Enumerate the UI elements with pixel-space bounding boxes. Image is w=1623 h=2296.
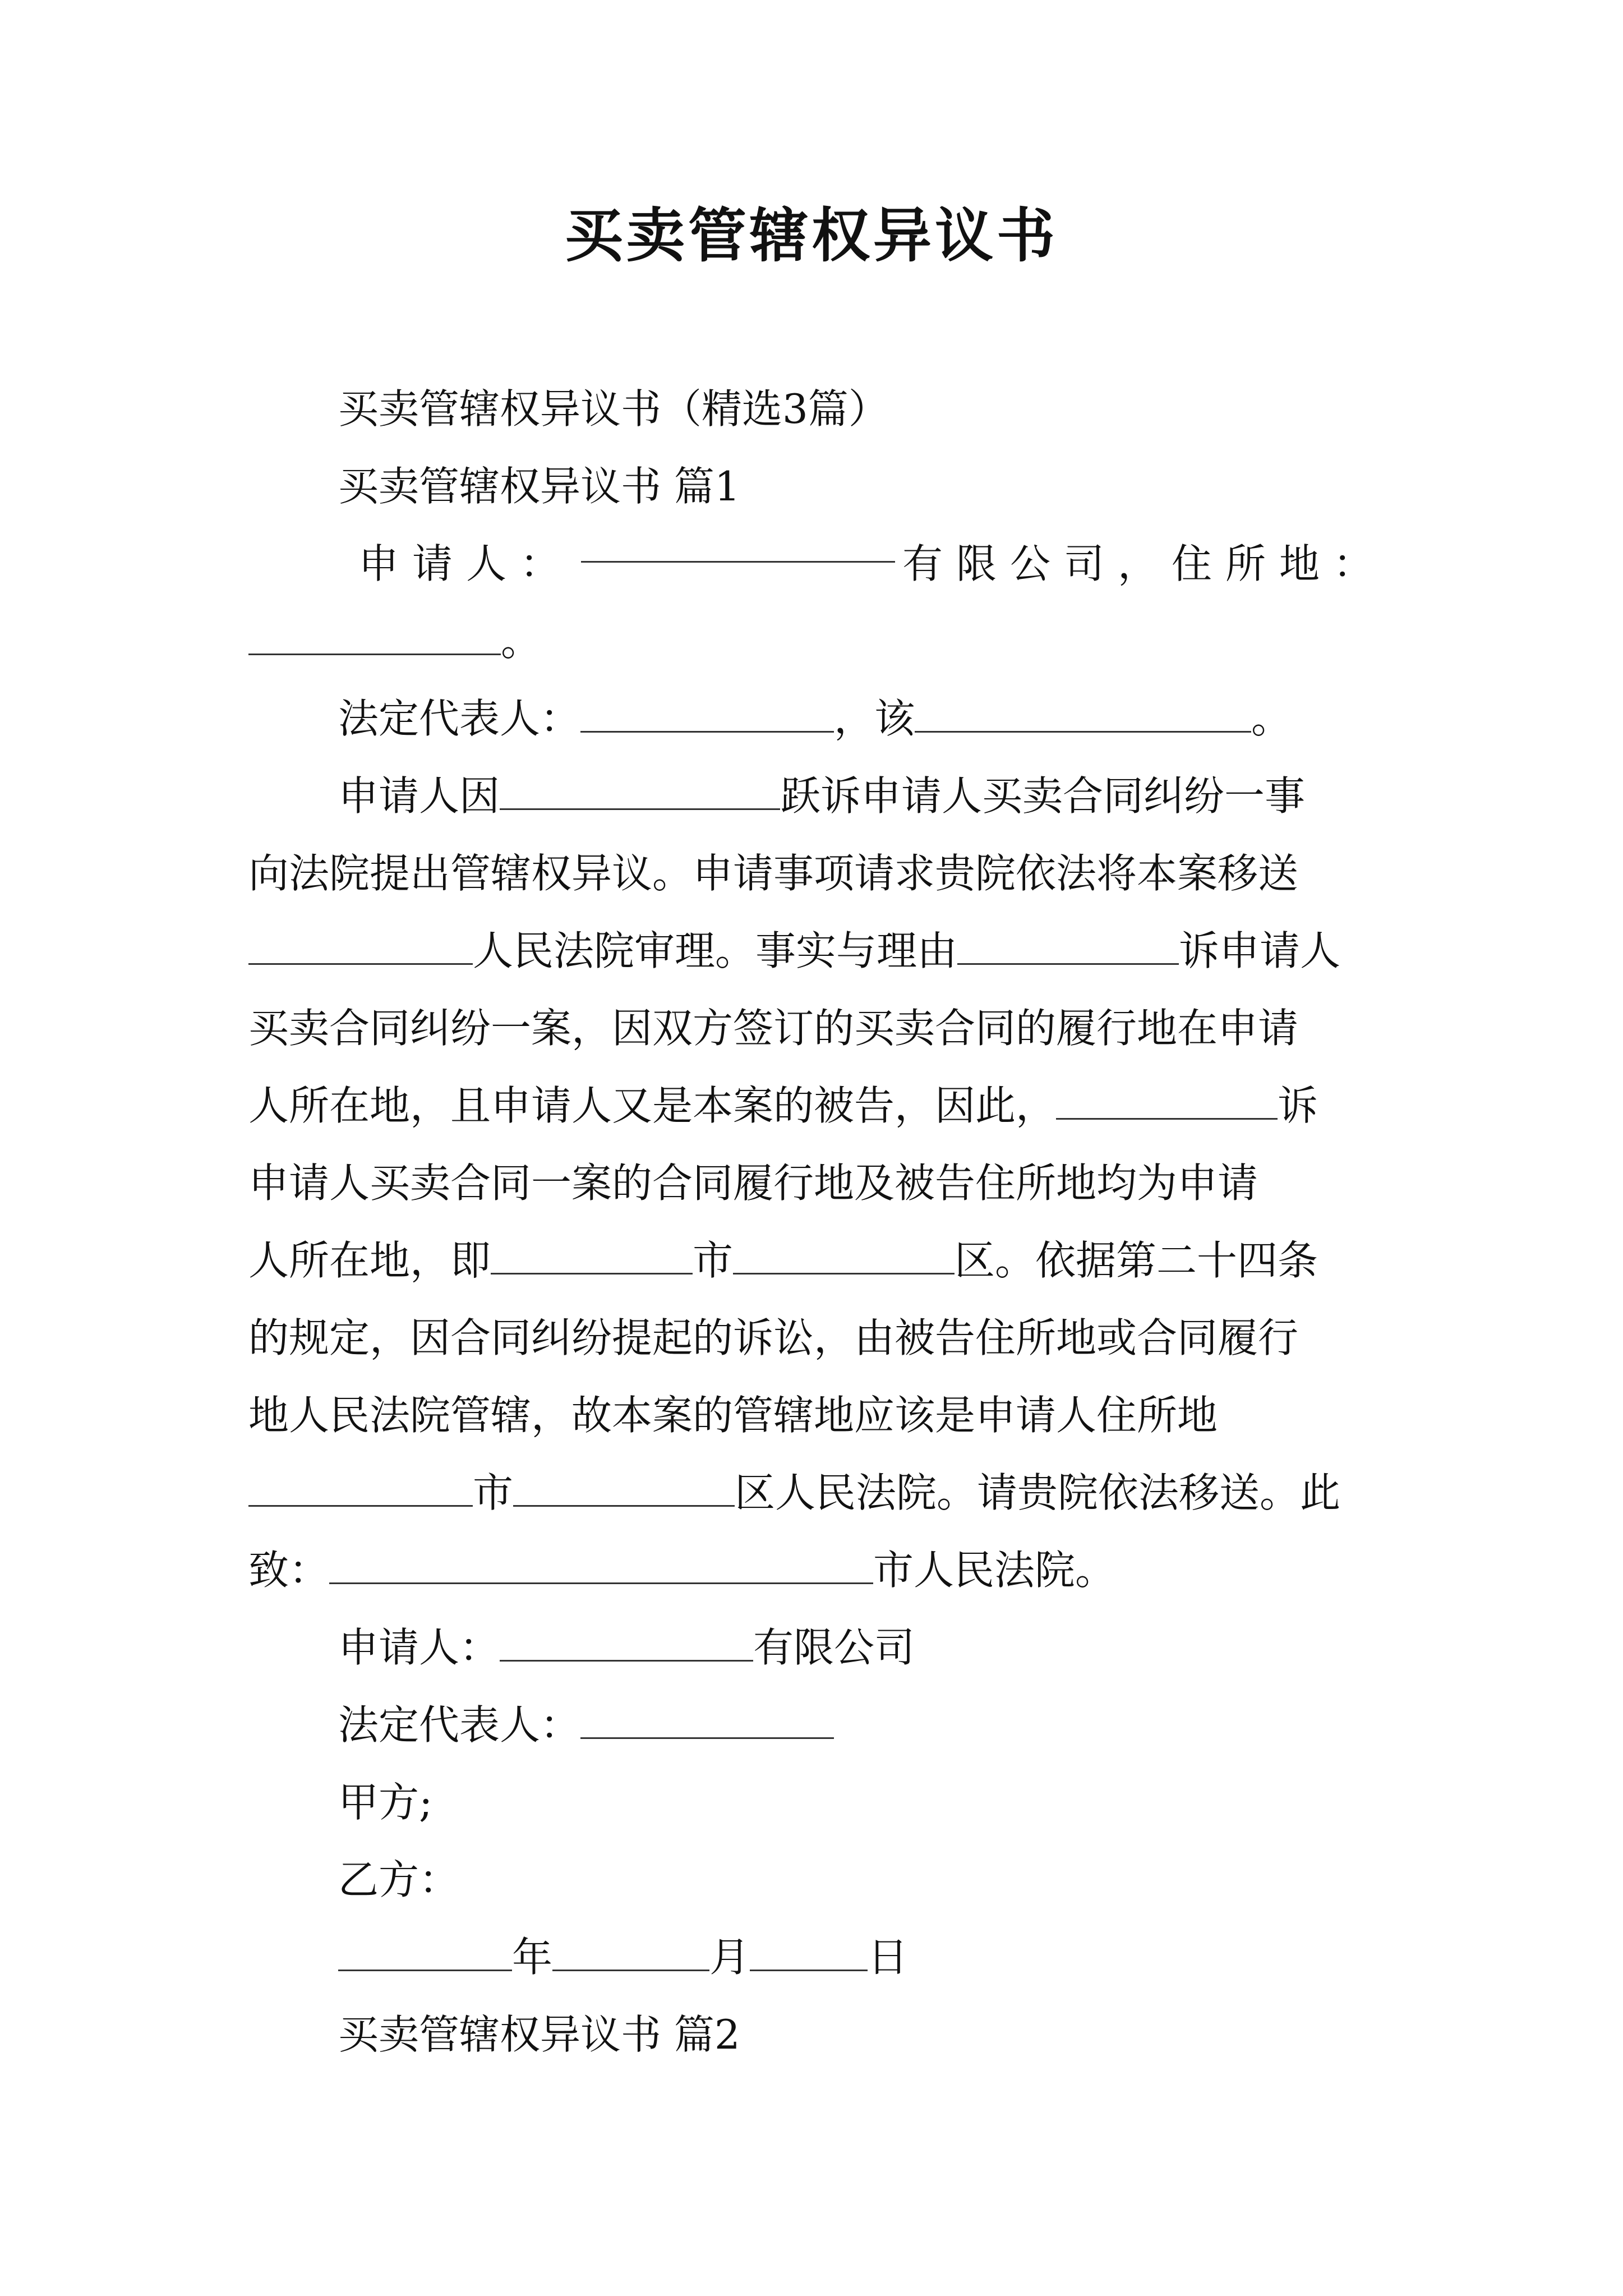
address-line — [248, 602, 1387, 680]
paragraph-line — [248, 1067, 1387, 1144]
signature-applicant-line — [248, 1609, 1387, 1686]
text-run: 。 — [501, 618, 542, 665]
text-run: 市人民法院。 — [873, 1547, 1116, 1594]
fill-blank — [248, 618, 501, 655]
text-run: 跃诉申请人买卖合同纠纷一事 — [780, 772, 1306, 820]
paragraph-line — [248, 990, 1387, 1067]
text-run: 区。依据第二十四条 — [955, 1237, 1318, 1284]
text-run: 月 — [709, 1934, 750, 1981]
legal-representative-line — [248, 680, 1387, 757]
text-run: 人民法院审理。事实与理由 — [473, 927, 958, 974]
text-run: 的规定，因合同纠纷提起的诉讼，由被告住所地或合同履行 — [248, 1314, 1299, 1361]
text-run: 申请人因 — [338, 772, 500, 820]
fill-blank — [580, 1701, 834, 1739]
fill-blank — [491, 1237, 693, 1274]
section-heading-1 — [248, 448, 1387, 525]
text-run: 人所在地，即 — [248, 1237, 491, 1284]
fill-blank — [513, 1469, 735, 1507]
text-run: 向法院提出管辖权异议。申请事项请求贵院依法将本案移送 — [248, 850, 1299, 897]
party-b-line — [248, 1841, 1387, 1918]
text-run: 诉 — [1278, 1082, 1318, 1129]
signature-representative-line — [248, 1686, 1387, 1764]
paragraph-line — [248, 835, 1387, 912]
paragraph-line — [248, 1531, 1387, 1609]
section-heading-2 — [248, 1996, 1387, 2073]
fill-blank — [750, 1934, 868, 1971]
text-run: 有限公司，住所地： — [902, 540, 1387, 587]
text-run: 市 — [693, 1237, 734, 1284]
text-run: 致： — [248, 1547, 330, 1594]
text-run: 。 — [1251, 695, 1292, 742]
applicant-line — [248, 525, 1387, 602]
fill-blank — [552, 1934, 709, 1971]
fill-blank — [500, 1624, 753, 1662]
text-run: 日 — [868, 1934, 909, 1981]
fill-blank — [329, 1547, 873, 1584]
text-run: ，该 — [834, 695, 915, 742]
fill-blank — [1056, 1082, 1278, 1120]
text-run: 买卖管辖权异议书 篇1 — [338, 463, 740, 510]
fill-blank — [957, 927, 1179, 965]
paragraph-line — [248, 1377, 1387, 1454]
paragraph-line — [248, 1222, 1387, 1299]
text-run: 市 — [473, 1469, 514, 1516]
text-run: 申请人买卖合同一案的合同履行地及被告住所地均为申请 — [248, 1159, 1258, 1207]
fill-blank — [915, 695, 1251, 733]
text-run: 诉申请人 — [1179, 927, 1341, 974]
fill-blank — [338, 1934, 512, 1971]
fill-blank — [733, 1237, 955, 1274]
text-run: 人所在地，且申请人又是本案的被告，因此， — [248, 1082, 1057, 1129]
document-body — [248, 370, 1387, 2073]
text-run: 区人民法院。请贵院依法移送。此 — [735, 1469, 1341, 1516]
fill-blank — [248, 927, 473, 965]
fill-blank — [500, 772, 780, 810]
text-run: 买卖合同纠纷一案，因双方签订的买卖合同的履行地在申请 — [248, 1005, 1299, 1052]
text-run: 年 — [512, 1934, 553, 1981]
text-run: 申请人： — [358, 540, 574, 587]
text-run: 法定代表人： — [338, 695, 581, 742]
text-run: 申请人： — [338, 1624, 500, 1671]
text-run: 地人民法院管辖，故本案的管辖地应该是申请人住所地 — [248, 1392, 1218, 1439]
text-run: 买卖管辖权异议书（精选3篇） — [338, 385, 889, 432]
fill-blank — [581, 525, 895, 563]
fill-blank — [580, 695, 834, 733]
document-title: 买卖管辖权异议书 — [564, 201, 1058, 270]
text-run: 买卖管辖权异议书 篇2 — [338, 2011, 740, 2058]
date-line — [248, 1918, 1387, 1996]
text-run: 甲方; — [338, 1779, 433, 1826]
paragraph-line — [248, 1144, 1387, 1222]
paragraph-line — [248, 1454, 1387, 1531]
paragraph-line — [248, 912, 1387, 990]
fill-blank — [248, 1469, 473, 1507]
paragraph-selection-note — [248, 370, 1387, 448]
text-run: 法定代表人： — [338, 1701, 581, 1749]
party-a-line — [248, 1764, 1387, 1841]
text-run: 有限公司 — [753, 1624, 915, 1671]
paragraph-line — [248, 757, 1387, 835]
paragraph-line — [248, 1299, 1387, 1377]
text-run: 乙方： — [338, 1856, 460, 1903]
